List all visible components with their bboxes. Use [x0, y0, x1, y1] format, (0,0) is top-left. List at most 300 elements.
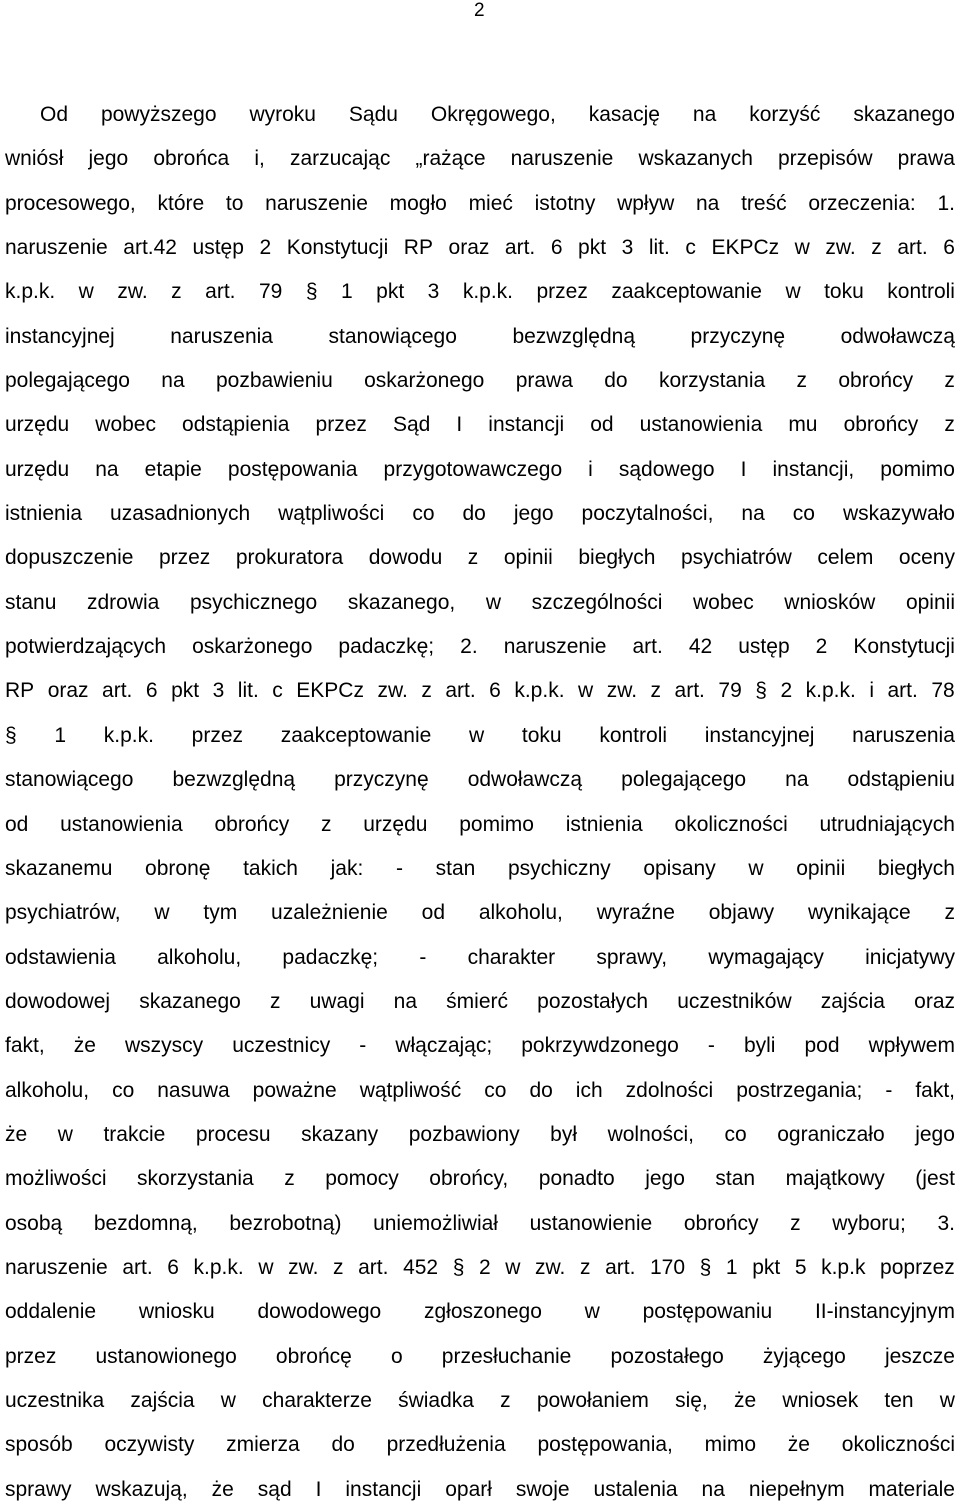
text-line — [5, 1423, 955, 1467]
word: odstąpieniu — [847, 768, 955, 792]
word: procesowego, — [5, 191, 136, 215]
word: niepełnym — [748, 1477, 845, 1501]
word: uzasadnionych — [110, 502, 251, 526]
word: instancji — [488, 413, 565, 437]
word: jego — [915, 1122, 955, 1146]
word: wpływ — [617, 191, 675, 215]
word: celem — [817, 546, 874, 570]
word: że — [5, 1122, 28, 1146]
word: alkoholu, — [157, 945, 242, 969]
word: uczestnicy — [232, 1034, 331, 1058]
word: 3 — [212, 679, 225, 703]
word: powołaniem — [536, 1388, 649, 1412]
word: (jest — [915, 1167, 955, 1191]
word: zajścia — [820, 989, 885, 1013]
word: uzależnienie — [271, 901, 388, 925]
word: obrońcy, — [429, 1167, 509, 1191]
word: utrudniających — [819, 812, 955, 836]
word: wolności, — [607, 1122, 694, 1146]
word: z — [650, 679, 662, 703]
word: że — [787, 1433, 810, 1457]
word: k.p.k. — [103, 723, 154, 747]
word: ponadto — [538, 1167, 615, 1191]
word: odwoławczą — [840, 324, 955, 348]
word: urzędu — [5, 457, 70, 481]
word: wskazywało — [842, 502, 955, 526]
word: obrońcy — [683, 1211, 759, 1235]
word: - — [707, 1034, 715, 1058]
word: śmierć — [446, 989, 509, 1013]
word: 2 — [478, 1255, 491, 1279]
text-line — [5, 492, 955, 536]
word: 79 — [718, 679, 742, 703]
word: żyjącego — [762, 1344, 846, 1368]
word: - — [395, 856, 403, 880]
word: w — [578, 679, 594, 703]
word: kontroli — [599, 723, 668, 747]
word: wątpliwość — [359, 1078, 462, 1102]
word: z — [944, 901, 955, 925]
word: 1 — [725, 1255, 738, 1279]
text-line — [5, 226, 955, 270]
text-line — [5, 1113, 955, 1157]
word: ustanowionego — [95, 1344, 237, 1368]
word: naruszenia — [170, 324, 273, 348]
word: uwagi — [309, 989, 365, 1013]
word: ograniczało — [777, 1122, 885, 1146]
word: stanu — [5, 590, 57, 614]
word: z — [467, 546, 479, 570]
word: procesu — [195, 1122, 271, 1146]
word: art. — [504, 236, 536, 260]
word: skazany — [301, 1122, 379, 1146]
word: z — [796, 369, 808, 393]
word: I — [315, 1477, 322, 1501]
word: ich — [575, 1078, 603, 1102]
word: k.p.k. — [5, 280, 56, 304]
word: padaczkę; — [338, 635, 435, 659]
word: dopuszczenie — [5, 546, 134, 570]
word: mieć — [468, 191, 513, 215]
word: dowodu — [368, 546, 443, 570]
word: z — [871, 236, 882, 260]
word: alkoholu, — [5, 1078, 90, 1102]
word: uczestnika — [5, 1388, 105, 1412]
word: zaakceptowanie — [280, 723, 432, 747]
word: 3. — [937, 1211, 955, 1235]
word: z — [171, 280, 182, 304]
word: sposób — [5, 1433, 73, 1457]
word: orzeczenia: — [808, 191, 916, 215]
word: co — [112, 1078, 135, 1102]
word: przesłuchanie — [441, 1344, 572, 1368]
word: to — [225, 191, 244, 215]
word: Konstytucji — [853, 635, 955, 659]
word: w — [794, 236, 810, 260]
word: 3 — [621, 236, 634, 260]
word: 1. — [937, 191, 955, 215]
word: z — [284, 1167, 295, 1191]
word: ustanowienia — [639, 413, 763, 437]
word: pkt — [376, 280, 405, 304]
word: jego — [513, 502, 554, 526]
word: polegającego — [5, 369, 130, 393]
word: ustęp — [738, 635, 790, 659]
word: wobec — [692, 590, 754, 614]
word: § — [699, 1255, 712, 1279]
word: przyczynę — [334, 768, 429, 792]
word: naruszenie — [510, 147, 614, 171]
word: stan — [435, 856, 476, 880]
word: oskarżonego — [364, 369, 485, 393]
word: § — [5, 723, 17, 747]
word: Okręgowego, — [430, 103, 556, 126]
word: pozbawiony — [408, 1122, 520, 1146]
word: w — [78, 280, 94, 304]
word: wymagający — [708, 945, 824, 969]
word: z — [500, 1388, 511, 1412]
word: trakcie — [103, 1122, 166, 1146]
word: k.p.k. — [514, 679, 565, 703]
word: Sądu — [348, 103, 398, 126]
word: zw. — [288, 1255, 319, 1279]
word: wpływem — [868, 1034, 955, 1058]
word: pomimo — [880, 457, 955, 481]
word: zarzucając — [289, 147, 391, 171]
word: 170 — [650, 1255, 686, 1279]
word: wątpliwości — [278, 502, 385, 526]
word: stan — [715, 1167, 756, 1191]
word: art. — [102, 679, 133, 703]
word: obronę — [145, 856, 211, 880]
word: pozostałego — [610, 1344, 724, 1368]
word: wyboru; — [832, 1211, 906, 1235]
word: art. — [605, 1255, 636, 1279]
word: oraz — [47, 679, 89, 703]
word: psychiczny — [507, 856, 611, 880]
word: Od — [40, 103, 69, 126]
word: oraz — [448, 236, 490, 260]
word: biegłych — [877, 856, 955, 880]
word: sprawy, — [596, 945, 668, 969]
text-line — [5, 1246, 955, 1290]
text-line — [5, 93, 955, 137]
word: art. — [632, 635, 663, 659]
word: 2. — [460, 635, 478, 659]
word: „rażące — [415, 147, 486, 171]
word: na — [161, 369, 185, 393]
word: pozbawieniu — [216, 369, 333, 393]
document-body — [5, 93, 955, 1512]
text-line — [5, 315, 955, 359]
word: istnienia — [5, 502, 83, 526]
word: w — [584, 1300, 600, 1324]
word: w — [785, 280, 801, 304]
word: oraz — [914, 989, 955, 1013]
word: 1 — [340, 280, 353, 304]
word: etapie — [144, 457, 202, 481]
word: 3 — [427, 280, 440, 304]
word: ustanowienie — [529, 1211, 653, 1235]
word: naruszenie — [5, 1255, 108, 1279]
word: urzędu — [5, 413, 70, 437]
word: przyczynę — [690, 324, 786, 348]
word: majątkowy — [785, 1167, 885, 1191]
word: 6 — [145, 679, 158, 703]
word: i, — [254, 147, 265, 171]
word: naruszenia — [852, 723, 955, 747]
word: postępowania, — [537, 1433, 673, 1457]
page-number: 2 — [474, 0, 485, 21]
word: sąd — [257, 1477, 292, 1501]
word: pokrzywdzonego — [521, 1034, 679, 1058]
word: dowodowego — [257, 1300, 382, 1324]
word: postępowaniu — [642, 1300, 773, 1324]
word: kontroli — [887, 280, 955, 304]
word: wniósł — [5, 147, 64, 171]
text-line — [5, 1024, 955, 1068]
word: bezrobotną) — [229, 1211, 342, 1235]
word: i — [588, 457, 593, 481]
word: i — [869, 679, 874, 703]
word: w — [57, 1122, 73, 1146]
word: do — [529, 1078, 553, 1102]
word: art. — [445, 679, 476, 703]
word: pod — [804, 1034, 840, 1058]
word: k.p.k. — [805, 679, 856, 703]
word: kasację — [588, 103, 660, 126]
word: polegającego — [621, 768, 747, 792]
word: do — [604, 369, 628, 393]
text-line — [5, 536, 955, 580]
word: stanowiącego — [328, 324, 457, 348]
word: k.p.k — [821, 1255, 866, 1279]
word: zw. — [535, 1255, 566, 1279]
word: sądowego — [618, 457, 715, 481]
word: prawa — [897, 147, 955, 171]
word: obrońcy — [843, 413, 919, 437]
word: na — [701, 1477, 725, 1501]
word: z — [333, 1255, 344, 1279]
word: c — [272, 679, 283, 703]
word: przygotowawczego — [383, 457, 563, 481]
word: w — [505, 1255, 521, 1279]
word: padaczkę; — [282, 945, 379, 969]
word: charakter — [467, 945, 556, 969]
word: wniosku — [138, 1300, 215, 1324]
text-line — [5, 581, 955, 625]
word: toku — [824, 280, 864, 304]
word: że — [733, 1388, 757, 1412]
word: 2 — [780, 679, 793, 703]
word: k.p.k. — [462, 280, 514, 304]
word: oceny — [898, 546, 955, 570]
word: biegłych — [578, 546, 656, 570]
word: 78 — [931, 679, 955, 703]
text-line — [5, 936, 955, 980]
word: zw. — [117, 280, 148, 304]
word: 1 — [54, 723, 67, 747]
word: RP — [5, 679, 35, 703]
word: z — [579, 1255, 591, 1279]
word: fakt, — [915, 1078, 955, 1102]
word: bezwzględną — [512, 324, 636, 348]
word: 79 — [258, 280, 283, 304]
word: wobec — [95, 413, 156, 437]
word: wniosek — [782, 1388, 859, 1412]
text-line — [5, 1290, 955, 1334]
word: dowodowej — [5, 989, 111, 1013]
word: skazanemu — [5, 856, 113, 880]
word: - — [419, 945, 427, 969]
word: zajścia — [130, 1388, 195, 1412]
word: takich — [243, 856, 298, 880]
word: pomocy — [325, 1167, 399, 1191]
word: potwierdzających — [5, 635, 167, 659]
word: art. — [358, 1255, 389, 1279]
word: opinii — [503, 546, 553, 570]
word: odwoławczą — [467, 768, 583, 792]
word: naruszenie — [503, 635, 607, 659]
word: uczestników — [677, 989, 792, 1013]
word: pkt — [752, 1255, 781, 1279]
word: korzyść — [749, 103, 821, 126]
text-line — [5, 448, 955, 492]
word: tym — [203, 901, 238, 925]
word: co — [792, 502, 815, 526]
word: nasuwa — [157, 1078, 230, 1102]
word: co — [484, 1078, 507, 1102]
word: art. — [674, 679, 705, 703]
word: w — [154, 901, 170, 925]
text-line — [5, 1335, 955, 1379]
word: instancji, — [772, 457, 855, 481]
word: wyraźne — [596, 901, 675, 925]
word: zaakceptowanie — [611, 280, 762, 304]
word: do — [331, 1433, 355, 1457]
word: powyższego — [100, 103, 217, 126]
word: wskazanych — [638, 147, 753, 171]
word: istotny — [534, 191, 596, 215]
word: że — [211, 1477, 234, 1501]
word: art. — [205, 280, 236, 304]
word: się, — [675, 1388, 708, 1412]
word: sprawy — [5, 1477, 72, 1501]
text-line — [5, 803, 955, 847]
word: przez — [315, 413, 367, 437]
word: bezdomną, — [93, 1211, 198, 1235]
word: korzystania — [658, 369, 766, 393]
word: z — [790, 1211, 801, 1235]
word: art. — [887, 679, 918, 703]
word: mogło — [389, 191, 447, 215]
text-line — [5, 847, 955, 891]
word: z — [269, 989, 281, 1013]
word: 2 — [259, 236, 272, 260]
text-line — [5, 1157, 955, 1201]
word: EKPCz — [296, 679, 364, 703]
text-line — [5, 1069, 955, 1113]
word: pomimo — [459, 812, 534, 836]
text-line — [5, 1379, 955, 1423]
word: 5 — [794, 1255, 807, 1279]
word: 6 — [550, 236, 563, 260]
word: objawy — [708, 901, 775, 925]
word: zw. — [825, 236, 856, 260]
word: w — [258, 1255, 274, 1279]
word: wskazują, — [95, 1477, 188, 1501]
word: EKPCz — [711, 236, 780, 260]
word: opinii — [905, 590, 955, 614]
word: art.42 — [123, 236, 177, 260]
word: II-instancyjnym — [814, 1300, 955, 1324]
word: w — [748, 856, 764, 880]
word: mimo — [704, 1433, 757, 1457]
word: przez — [5, 1344, 57, 1368]
text-line — [5, 714, 955, 758]
word: 452 — [403, 1255, 439, 1279]
word: 2 — [815, 635, 828, 659]
word: świadka — [398, 1388, 474, 1412]
word: wszyscy — [124, 1034, 204, 1058]
word: pkt — [578, 236, 607, 260]
word: inicjatywy — [865, 945, 955, 969]
word: możliwości — [5, 1167, 107, 1191]
word: z — [320, 812, 332, 836]
word: zdrowia — [86, 590, 160, 614]
text-line — [5, 359, 955, 403]
word: psychiatrów — [680, 546, 792, 570]
word: okoliczności — [841, 1433, 955, 1457]
word: 6 — [943, 236, 955, 260]
word: z — [944, 413, 955, 437]
word: istnienia — [565, 812, 643, 836]
word: które — [157, 191, 205, 215]
word: jego — [645, 1167, 685, 1191]
text-line — [5, 891, 955, 935]
word: jak: — [330, 856, 364, 880]
word: na — [95, 457, 119, 481]
word: bezwzględną — [172, 768, 296, 792]
text-line — [5, 669, 955, 713]
word: charakterze — [262, 1388, 372, 1412]
word: obrońcę — [275, 1344, 352, 1368]
word: skazanego, — [347, 590, 456, 614]
word: 6 — [167, 1255, 179, 1279]
word: skorzystania — [137, 1167, 254, 1191]
word: obrońca — [153, 147, 230, 171]
word: - — [885, 1078, 893, 1102]
word: na — [692, 103, 717, 126]
word: 42 — [688, 635, 713, 659]
word: okoliczności — [674, 812, 788, 836]
word: obrońcy — [838, 369, 914, 393]
word: na — [741, 502, 765, 526]
word: fakt, — [5, 1034, 45, 1058]
word: skazanego — [139, 989, 241, 1013]
word: przedłużenia — [386, 1433, 506, 1457]
word: z — [944, 369, 955, 393]
word: art. — [897, 236, 928, 260]
word: psychicznego — [189, 590, 318, 614]
word: przez — [158, 546, 211, 570]
word: naruszenie — [5, 236, 108, 260]
word: psychiatrów, — [5, 901, 121, 925]
word: oczywisty — [104, 1433, 195, 1457]
word: k.p.k. — [193, 1255, 244, 1279]
word: skazanego — [853, 103, 955, 126]
word: § — [755, 679, 767, 703]
